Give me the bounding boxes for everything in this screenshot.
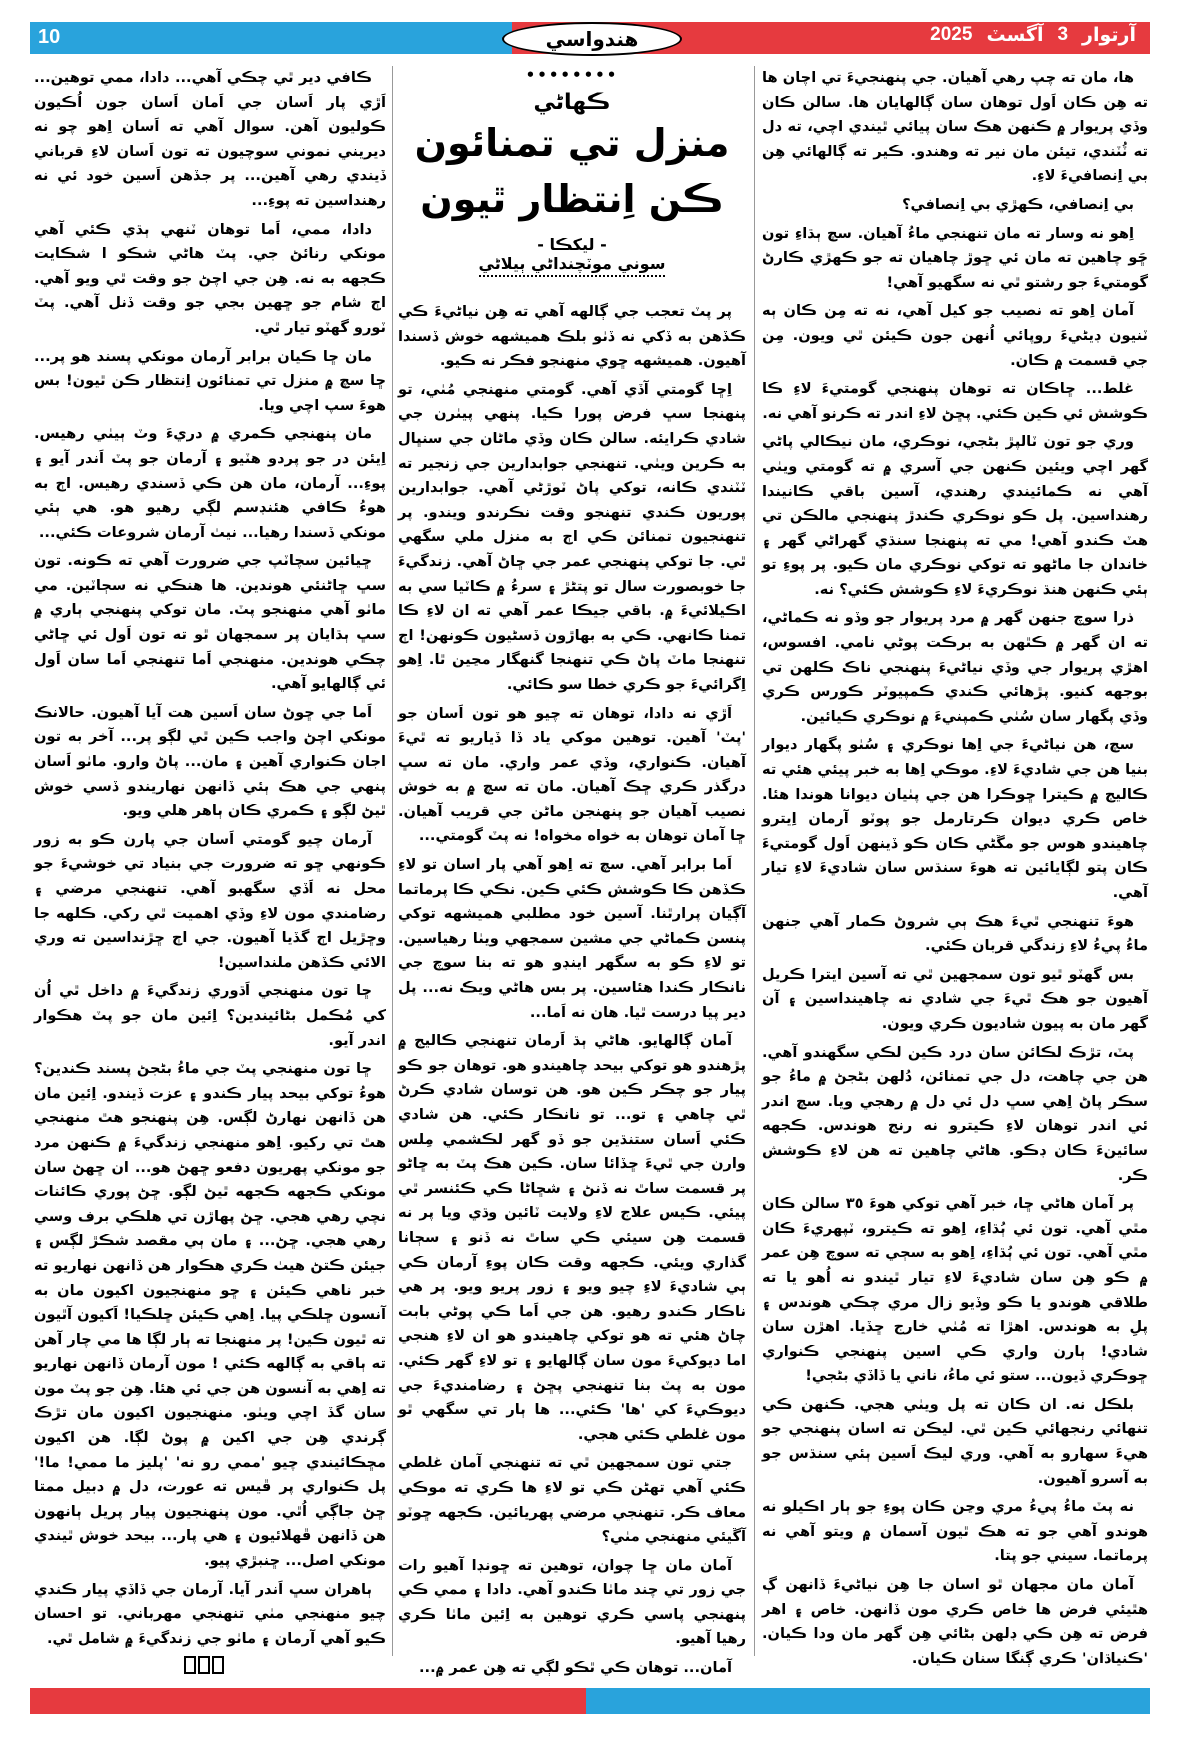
paragraph: اَما برابر آهي. سچ ته اِهو آهي پار اسان تو لاءِ ڪڏهن ڪا ڪوشش ڪئي ڪين. نڪي ڪا پرماتما آڳيان پرارٿنا. آسين خود مطلبي هميشهه توکي پنسن ڪماڻي جي مشين سمجهي ويٺا رهياسين. تو لاءِ ڪو به سگهر اينڊو هو ته بنا سوچ جي نانڪار ڪندا هئاسين. پر بس هاڻي ويڪ نه... پل دير پيا درست ٿيا. هان نه اَما...: [398, 856, 746, 1021]
paragraph: اَڙي نه دادا، توهان ته چيو هو تون اَسان جو 'پٽ' آهين. توهين موکي ياد ڏا ڏياريو ته ٿيءَ آهيان. ڪنواري، وڏي عمر واري. مان ته سڀ درگذر ڪري ڇڪ آهيان. مان ته سچ ۾ به خوش نصيب آهيان جو پنهنجن ماڻن جي قريب آهيان. ڇا آمان توهان به خواه مخواه! نه پٽ گومتي...: [398, 704, 746, 845]
story-category: ڪهاڻي: [533, 90, 611, 115]
paragraph: سچ، هن نياڻيءَ جي اِها نوڪري ۽ سُٺو پگهار ديوار بنيا هن جي شاديءَ لاءِ. موڪي اِها به خبر پيئي هئي ته ڪاليج ۾ ڪيترا ڇوڪرا هن جي پٺيان ديوانا هوندا هئا. خاص ڪري ديوان ڪرتارمل جو پوٽو آرمان اِيترو چاهيندو هوس جو مڱڻي ڪان ڪو ڏينهن اَول گومتيءَ ڪان پتو لڳايائين ته هوءَ سنڌس سان شاديءَ لاءِ تيار آهي.: [762, 736, 1148, 901]
dots-ornament: ••••••••: [525, 66, 619, 84]
text-column-middle: [398, 300, 746, 1685]
paragraph: نه پٽ ماءُ پيءُ مري وڃن ڪان پوءِ جو ٻار اڪيلو نه هوندو آهي جو ته هڪ ٿيون آسمان ۾ ويتو آهي نه پرماتما. سيني جو پتا.: [762, 1498, 1148, 1565]
paragraph: پر پٽ تعجب جي ڳالهه آهي ته هِن نياڻيءَ ڪي ڪڏهن به ڏکي نه ڏٺو بلڪ هميشهه خوش ڏسندا آهيون. هميشهه ڇوي منهنجو فڪر نه ڪيو.: [398, 303, 746, 370]
newspaper-masthead: هندواسي: [502, 22, 682, 56]
paragraph: اِهو نه وسار ته مان تنهنجي ماءُ آهيان. سچ ٻڌاءِ تون ڇَو چاهين ته مان ئي ڇوڙ چاهيان ته جو ڪهڙي ڪارڻ گومتيءَ جو رشتو ٿي نه سگهيو آهي!: [762, 224, 1148, 291]
paragraph: ڇا تون منهنجي پٽ جي ماءُ بڻجڻ پسند ڪندين؟ هوءُ توکي بيحد پيار ڪندو ۽ عزت ڏيندو. اِئين مان هن ڏانهن نهارڻ لڳس. هِن پنهنجو هٿ منهنجي هٿ تي رکيو. اِهو منهنجي زندگيءَ ۾ ڪنهن مرد جو مونکي پهريون دفعو ڇهڻ هو... ان ڇهڻ سان مونکي ڪجهه ڪجهه ٿيڻ لڳو. ڇڻ پوري ڪائنات نچي رهي هجي. ڇڻ پهاڙن تي هلڪي برف وسي رهي هجي. ڇڻ... ۽ مان ٻي مقصد شڪڙ لڳس ۽ جيئن ڪتڻ هيٺ ڪري هڪوار هن ڏانهن نهاريو ته خبر ناهي ڪيئن ۽ ڇو منهنجيون اکيون مان به آنسون ڇلڪي پيا. اِهي ڪيئن ڇلڪيا! اَکيون آٿيون ته ٿيون ڪين! پر منهنجا ته ٻار لڳا ها مي چار آهن ته ٻاقي به ڳالهه ڪئي ! مون آرمان ڏانهن نهاريو ته اِهي به آنسون هن جي ئي هئا. هِن جو پٽ مون سان گڏ اچي ويٺو. منهنجيون اکيون مان تڙڪ ڳرندي هِن جي اکين ۾ پوڻ لڳا. هن اکيون مڇڪائيندي چيو 'ممي رو نه' 'پليز ما ممي! ما!' پل ڪنواري پر ڦيس ته عورت، دل ۾ دبيل ممتا ڇڻ جاڳي اُٿي. مون پنهنجيون پيار پريل ٻانهون هن ڏانهن ڦهلائيون ۽ هي پار... بيحد خوش ٿيندي مونکي اصل... ڇنبڙي پيو.: [34, 1060, 386, 1570]
paragraph: آمان مان مجهان ٿو اسان جا هِن نياڻيءَ ڏانهن ڳ هٿيئي فرض ها خاص ڪري مون ڏانهن. خاص ۽ اهر فرض ته هِن ڪي ڊلهن بڻائي هِن گهر مان ودا ڪيان. 'ڪنياڌان' ڪري ڳنگا سنان ڪيان.: [762, 1576, 1148, 1667]
paragraph: جتي تون سمجهين ٿي ته تنهنجي آمان غلطي ڪئي آهي تهڻن ڪي تو لاءِ ها ڪري ته موڪي معاف ڪر. تنهنجي مرضي پهريائين. ڪجهه ڇوٽو آڱيئي منهنجي مٺي؟: [398, 1454, 746, 1546]
issue-month: آگسٽ: [986, 24, 1044, 46]
text-column-left: [34, 66, 386, 1655]
paragraph: آرمان چيو گومتي اَسان جي پارن ڪو به زور ڪونهي ڇو ته ضرورت جي بنياد تي خوشيءَ جو محل نه اَڏي سگهبو آهي. تنهنجي مرضي ۽ رضامندي مون لاءِ وڏي اهميت ٿي رکي. ڪلهه جا وڇڙيل اڄ گڏيا آهيون. جي اڄ ڇڙنداسين ته وري الائي ڪڏهن ملنداسين!: [34, 830, 386, 971]
paragraph: دادا، ممي، اَما توهان ٽنهي ٻڌي ڪئي آهي مونکي رنائڻ جي. پٽ هاڻي شڪو ا شڪايت ڪجهه به نه. هِن جي اچڻ جو وقت ٿي ويو آهي. اڄ شام جو ڇهين بجي جو وقت ڏنل آهي. پٽ ٽورو گهٽو تيار ٿي.: [34, 220, 386, 336]
issue-year: 2025: [930, 24, 973, 45]
paragraph: آمان... توهان ڪي ٿڪو لڳي ته هِن عمر ۾...: [419, 1659, 732, 1677]
paragraph: آمان اِهو ته نصيب جو کيل آهي، نه ته مِن ڪان ٻه ٽنيون ڊيڻيءَ روپائي اُنهن جون ڪيئن ٿي ويون. مِن جي قسمت ۾ ڪان.: [762, 302, 1148, 369]
paragraph: پر آمان هاڻي ڇا، خبر آهي توکي هوءَ ٣٥ سالن ڪان مٿي آهي. تون ئي ٻُڌاءِ، اِهو ته ڪيترو، ٽپهريءَ ڪان مٿي آهي. تون ئي ٻُڌاءِ، اِهو به سڄي ته سوچ هِن عمر ۾ ڪو هِن سان شاديءَ لاءِ تيار ٿيندو نه اُهو يا ته طلاقي هوندو يا ڪو وڏيو زال مري چڪي هوندس ۽ پلِ به هوندس. اهڙا ته مُٺي خارج ڇڏيا. اهڙن سان شادي! ٻارن واري ڪي اسين پنهنجي ڪنواري ڇوڪري ڏيون... ستو ئي ماءُ، ناني يا ڏاڏي بڻجي!: [762, 1195, 1148, 1385]
page-number: 10: [38, 26, 61, 48]
issue-date-num: 3: [1057, 24, 1069, 45]
paragraph: آمان ڳالهايو. هاڻي ٻڌ اَرمان تنهنجي ڪاليج ۾ پڙهندو هو توکي بيحد چاهيندو هو. توهان جو ڪو پيار جو چڪر ڪين هو. هن توسان شادي ڪرڻ ٿي چاهي ۽ تو... تو نانڪار ڪئي. هن شادي ڪئي اَسان ستنڌين جو ڏو گهر لڪشمي مِلس وارن جي ٿيءَ ڇڏائا سان. ڪين هڪ پٽ به ڇاڻو پر قسمت ساٿ نه ڏنڻ ۽ شڇاڻا ڪي ڪئنسر ٿي پيئي. ڪيس علاج لاءِ ولايت ٽائين وڌي ويا پر نه قسمت هِن سيئي ڪي ساٿ نه ڏنو ۽ سڄانا گذاري ويئي. ڪجهه وقت ڪان پوءِ آرمان ڪي ٻي شاديءَ لاءِ چيو ويو ۽ زور پريو ويو. پر هي ناڪار ڪندو رهيو. هن جي اَما ڪي پوڻي بابت چاڻ هئي ته هو توکي چاهيندو هو ان لاءِ هنجي اما ديوکيءَ مون سان ڳالهايو ۽ تو لاءِ گهر ڪئي. مون به پٽ بنا تنهنجي پڇڻ ۽ رضامنديءَ جي ديوڪيءَ کي 'ها' ڪئي... ها ٻار تي سگهي ٿو مون غلطي ڪئي هجي.: [398, 1032, 746, 1443]
paragraph: ڇا تون منهنجي اَڌوري زندگيءَ ۾ داخل ٿي اُن کي مُڪمل بڻائيندين؟ اِئين مان جو پٽ هڪوار اندر آيو.: [34, 982, 386, 1049]
paragraph: مان پنهنجي ڪمري ۾ دريءَ وٽ ٻيٺي رهيس. اِيئن در جو پردو هٽيو ۽ آرمان جو پٽ اَندر آيو ۽ پوءِ... آرمان، مان هن ڪي ڏسندي رهيس. اڄ به هوءُ ڪافي هئنڊسم لڳي رهيو هو. هي ٻئي مونکي ڏسندا رهيا... نيٺ آرمان شروعات ڪئي...: [34, 425, 386, 541]
paragraph: هوءَ تنهنجي ٿيءَ هڪ ٻي شروڻ ڪمار آهي جنهن ماءُ پيءُ لاءِ زندگي قربان ڪئي.: [762, 912, 1148, 955]
paragraph: مان ڇا ڪيان برابر آرمان مونکي پسند هو پر... ڇا سچ ۾ منزل تي تمنائون اِنتظار ڪن ٿيون! بس هوءَ سپ اچي ويا.: [34, 347, 386, 414]
text-column-right: [762, 66, 1148, 1675]
header-blue-band: [30, 22, 512, 54]
paragraph: بس گهٽو ٿيو تون سمجهين ٿي ته آسين ايترا ڪريل آهيون جو هڪ ٿيءَ جي شادي نه چاهينداسين ۽ آن گهر مان به پيون شاديون ڪري ويون.: [762, 965, 1148, 1032]
column-divider: [392, 66, 393, 1656]
page-footer: [30, 1688, 1150, 1714]
paragraph: ڪافي دير ٿي چڪي آهي... دادا، ممي توهين... اَڙي پار اَسان جي اَمان اَسان جون اُڪيون ڪوليون آهن. سوال آهي ته اَسان اِهو چو نه ديريني نموني سوچيون ته تون اَسان لاءِ قرباني ڏيندي رهي آهين... پر جڏهن اَسين خود ئي نه رهنداسين ته پوءِ...: [34, 69, 386, 209]
paragraph: ها، مان ته چپ رهي آهيان. جي پنهنجيءَ تي اچان ها ته هِن ڪان اَول توهان سان ڳالهايان ها. سالن ڪان وڏي پريوار ۾ ڪنهن هڪ سان پيائي ٿيندي اچي، ته دل ته ٽُٽندي، تيئن مان نير ته وهندو. ڪير ته ڳالهائي هِن بي اِنصافيءَ لاءِ.: [762, 69, 1148, 185]
author-label: - ليکڪا -: [537, 235, 607, 254]
paragraph: پٽ، تڙڪ لڪائن سان درد ڪين لڪي سگهندو آهي. هن جي چاهت، دل جي تمنائن، دُلهن بڻجڻ ۾ ماءُ جو سڪر پاڻ اِهي سڀ دل ئي دل ۾ رهجي ويا. سچ اندر ئي اندر توهان لاءِ ڪيترو نه رنج هوندس. ڪجهه سائينءَ ڪان ڊڪو. هاڻي چاهين ته هن لاءِ ڪوشش ڪر.: [762, 1043, 1148, 1184]
column-divider: [754, 66, 755, 1656]
paragraph: ذرا سوچ جنهن گهر ۾ مرد پريوار جو وڏو نه ڪماڻي، ته ان گهر ۾ ڪٿهن به برڪت پوڻي نامي. افسوس، اهڙي پريوار جي وڏي نياڻيءَ پنهنجي ناڪ ڪلهن تي بوجهه کنيو. پڙهائي ڪندي ڪمپيوٽر ڪورس ڪري وڏي پگهار سان سُٺي ڪمپنيءَ ۾ نوڪري ڪيائين.: [762, 609, 1148, 725]
story-title-line-2: ڪن اِنتظار ٿيون: [420, 177, 724, 221]
paragraph: ڇيائين سچاٽپ جي ضرورت آهي ته ڪونه. تون سڀ ڇاڻنئي هوندين. ها هنڪي نه سڄاٽين. مي ماٺو آهي منهنجو پٽ. مان توکي پنهنجي ٻاري ۾ سڀ ٻڌايان پر سمجهان ٿو ته تون اَول ئي ڇاڻي چڪي هوندين. منهنجي اَما تنهنجي اَما سان اَول ئي ڳالهايو آهي.: [34, 552, 386, 693]
story-title-line-1: منزل تي تمنائون: [414, 121, 730, 165]
paragraph: اَما جي ڇوڻ سان اَسين هت آيا آهيون. حالانڪ مونکي اچڻ واجب ڪين ٿي لڳو پر... آخر به تون اجان ڪنواري آهين ۽ مان... پاڻ وارو. ماٺو اَسان پنهي جي هڪ ٻئي ڏانهن نهاريندو ڏسي خوش ٿيڻ لڳو ۽ ڪمري ڪان ٻاهر هلي ويو.: [34, 703, 386, 820]
story-end-mark-icon: [184, 1656, 224, 1674]
paragraph: آمان مان ڇا چوان، توهين ته ڇونڊا آهيو رات جي زور تي چند ماٺا ڪندو آهي. دادا ۽ ممي ڪي پنهنجي پاسي ڪري توهين به اِئين ماٺا ڪري رهيا آهيو.: [398, 1556, 746, 1648]
issue-day: آرتوار: [1082, 24, 1136, 46]
paragraph: ٻاهران سڀ اَندر آيا. آرمان جي ڏاڏي پيار ڪندي چيو منهنجي مٺي تنهنجي مهرباني. تو احسان ڪيو آهي آرمان ۽ ماٺو جي زندگيءَ ۾ شامل ٿي.: [34, 1580, 386, 1647]
author-name: سوني موٽچنداڻي ٻيلاڻي: [479, 254, 666, 277]
paragraph: وري جو تون ٽالپڙ بڻجي، نوڪري، مان نيڪالي پاڻي گهر اچي ويئين ڪنهن جي آسري ۾ ته گومتي ويٺي آهي نه ڪمائيندي رهندي، آسين باقي ڪانيندا رهنداسين. پل ڪو نوڪري ڪندڙ پنهنجي مالڪن تي هٽ ڪندو آهي! مي ته پنهنجا سنڌي گهراڻي گهر ۽ خاندان جا ماڻهو ته توکي نوڪري مان ڪيو. پر پوءِ تو ٻئي ڪنهن هنڌ نوڪريءَ لاءِ ڪوشش ڪئي؟ نه.: [762, 433, 1148, 598]
paragraph: بلڪل نه. ان ڪان ته پل ويٺي هجي. ڪنهن ڪي تنهائي رنجهائي ڪين ٿي. ليڪن ته اسان پنهنجي جو هيءَ سهارو به آهي. وري ليڪ اَسين ٻئي سنڌس جو به آسرو آهيون.: [762, 1395, 1148, 1487]
story-header: [398, 66, 746, 277]
paragraph: غلط... ڇاڪان ته توهان پنهنجي گومتيءَ لاءِ ڪا ڪوشش ئي ڪين ڪئي. پڇڻ لاءِ اندر ته ڪرنو آهي نه.: [762, 380, 1148, 422]
issue-date: [930, 24, 1136, 46]
paragraph: بي اِنصافي، ڪهڙي بي اِنصافي؟: [902, 195, 1134, 213]
paragraph: اِڇا گومتي آڏي آهي. گومتي منهنجي مُٺي، تو پنهنجا سڀ فرض پورا ڪيا. پنهي پيٺرن جي شادي ڪرايئه. سالن ڪان وڏي ماڻان جي سنڀال به ڪرين ويٺي. تنهنجي جوابدارين جي زنجير ته ٽٽندي ڪانه، توکي پاڻ ٽوڙڻي آهي. جوابدارين پوريون ڪندي تنهنجو وقت نڪرندو ويندو. پر تنهنجيون تمنائن ڪي اڄ به منزل ملي سگهي ٿي. جا توکي پنهنجي عمر جي ڇاڻ آهي. زندگيءَ جا خوبصورت سال تو پتڻڙ ۽ سرءُ ۾ ڪاٽيا سي به اڪيلائيءَ ۾. باقي جيڪا عمر آهي ته ان لاءِ ڪا تمنا ڪانهي. ڪي به بهاڙون ڏسڻيون ڪونهن! اڄ تنهنجا ماٽ پاڻ ڪي تنهنجا گنهگار مڃين ٿا. اِهو اِگرائيءَ جو ڪري خطا سو ڪائي.: [398, 380, 746, 693]
